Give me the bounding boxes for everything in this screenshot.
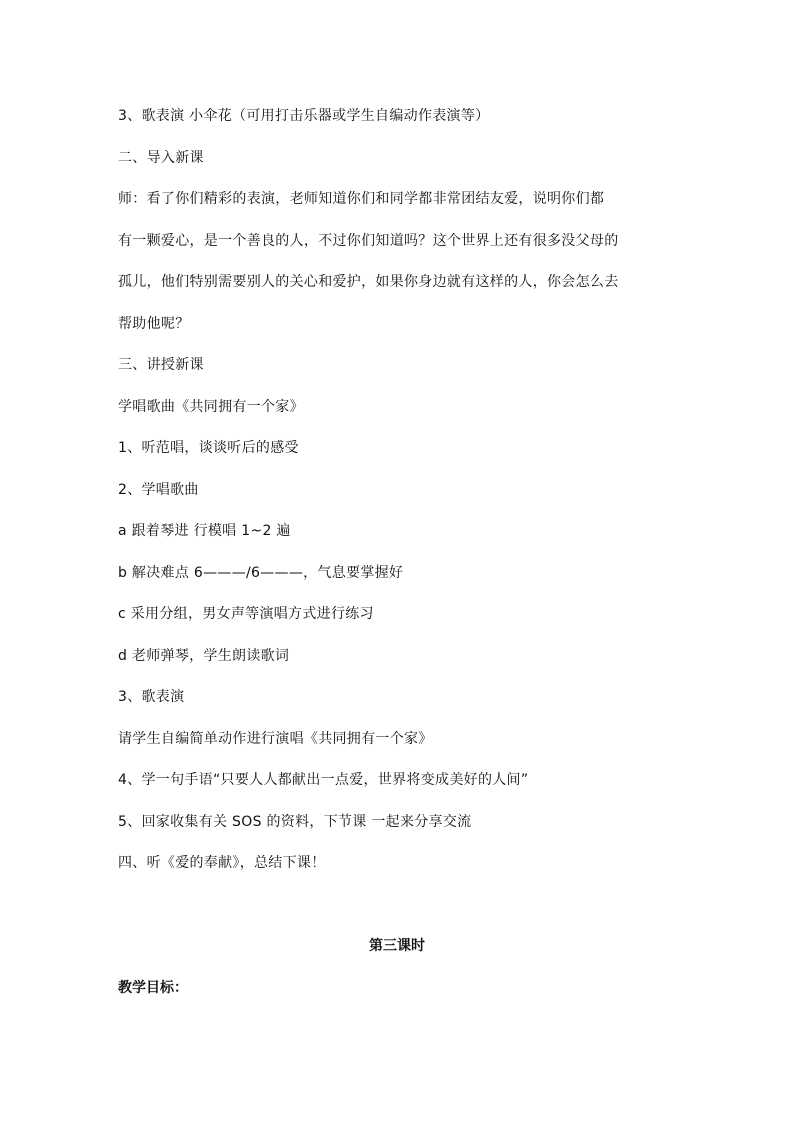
text-line: 有一颗爱心，是一个善良的人，不过你们知道吗？这个世界上还有很多没父母的 [118,233,619,249]
text-line: 2、学唱歌曲 [118,482,199,498]
text-line: c 采用分组，男女声等演唱方式进行练习 [118,606,374,622]
text-line: a 跟着琴进 行模唱 1~2 遍 [118,523,291,539]
section-title: 第三课时 [369,938,425,954]
text-line: 5、回家收集有关 SOS 的资料，下节课 一起来分享交流 [118,814,472,830]
text-line: 四、听《爱的奉献》，总结下课！ [118,855,326,871]
text-line: 二、导入新课 [118,150,204,166]
text-line: 1、听范唱，谈谈听后的感受 [118,440,299,456]
text-line: 三、讲授新课 [118,357,204,373]
text-line: 3、歌表演 小伞花（可用打击乐器或学生自编动作表演等） [118,108,490,124]
text-line: 孤儿，他们特别需要别人的关心和爱护，如果你身边就有这样的人，你会怎么去 [118,274,619,290]
text-line: 帮助他呢？ [118,316,190,332]
text-line: d 老师弹琴，学生朗读歌词 [118,648,290,664]
text-line: 4、学一句手语“只要人人都献出一点爱，世界将变成美好的人间” [118,772,529,788]
objectives-label: 教学目标： [118,980,188,996]
text-line: b 解决难点 6———/6———，气息要掌握好 [118,565,404,581]
text-line: 请学生自编简单动作进行演唱《共同拥有一个家》 [118,731,433,747]
text-line: 3、歌表演 [118,689,185,705]
text-line: 学唱歌曲《共同拥有一个家》 [118,399,304,415]
text-line: 师：看了你们精彩的表演，老师知道你们和同学都非常团结友爱，说明你们都 [118,191,605,207]
